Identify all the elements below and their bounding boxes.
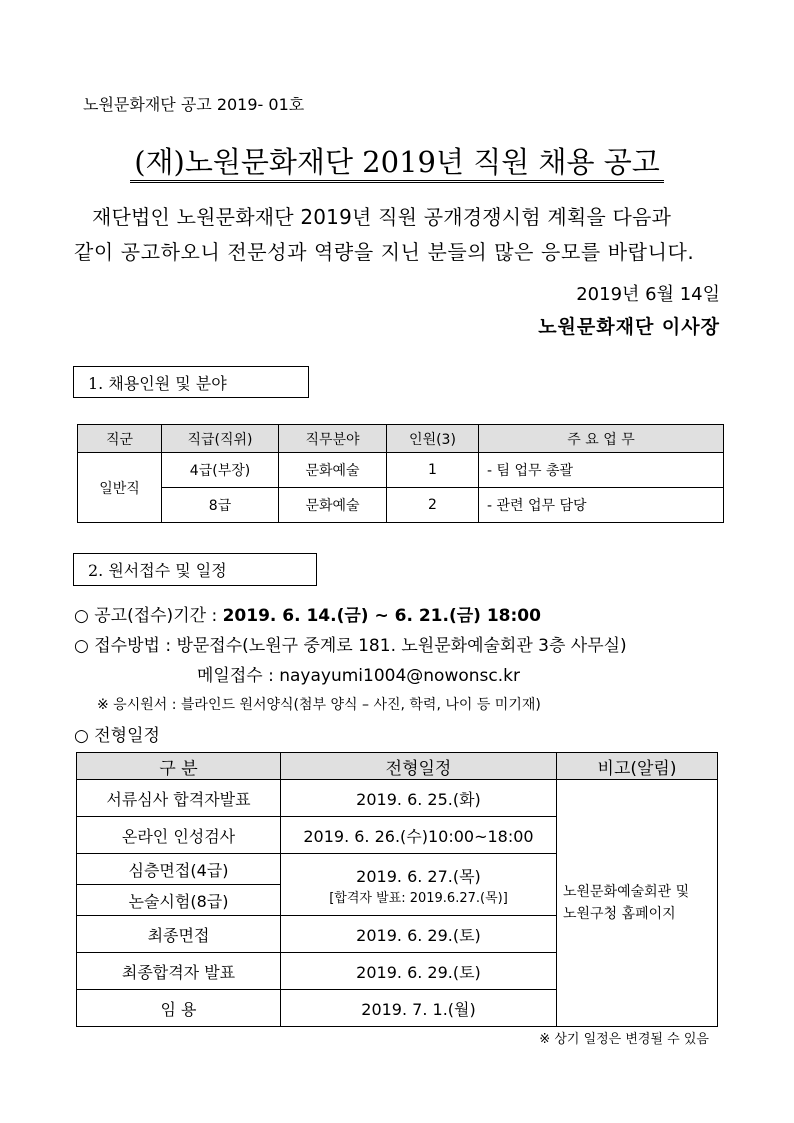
field-cell: 문화예술	[279, 453, 387, 488]
date-value: 2019. 6. 27.(목)	[356, 866, 481, 886]
header-cell: 전형일정	[281, 753, 557, 780]
header-cell: 구 분	[77, 753, 281, 780]
date-cell: 2019. 6. 29.(토)	[281, 916, 557, 953]
date-cell: 2019. 6. 25.(화)	[281, 780, 557, 817]
notice-number: 노원문화재단 공고 2019- 01호	[83, 95, 305, 114]
period-label: ○ 공고(접수)기간 :	[74, 606, 223, 626]
table-header-row	[78, 425, 724, 453]
date-cell	[281, 854, 557, 916]
stage-cell: 온라인 인성검사	[77, 817, 281, 854]
email-application: 메일접수 : nayayumi1004@nowonsc.kr	[197, 666, 520, 686]
header-cell: 직무분야	[279, 425, 387, 453]
job-group-cell: 일반직	[78, 453, 162, 523]
header-cell: 주 요 업 무	[479, 425, 724, 453]
application-method: ○ 접수방법 : 방문접수(노원구 중계로 181. 노원문화예술회관 3층 사무실)	[74, 636, 627, 656]
form-note: ※ 응시원서 : 블라인드 원서양식(첨부 양식 – 사진, 학력, 나이 등 미기재)	[97, 697, 541, 713]
duty-cell: - 팀 업무 총괄	[479, 453, 724, 488]
note-line-1: 노원문화예술회관 및	[563, 884, 690, 900]
grade-cell: 8급	[162, 488, 279, 523]
recruitment-table	[77, 424, 724, 523]
note-line-2: 노원구청 홈페이지	[563, 906, 676, 922]
table-header-row	[77, 753, 718, 780]
stage-cell: 임 용	[77, 990, 281, 1027]
date-cell: 2019. 6. 26.(수)10:00~18:00	[281, 817, 557, 854]
section-2-heading: 2. 원서접수 및 일정	[73, 553, 317, 586]
header-cell: 인원(3)	[387, 425, 479, 453]
count-cell: 2	[387, 488, 479, 523]
duty-cell: - 관련 업무 담당	[479, 488, 724, 523]
intro-line-1: 재단법인 노원문화재단 2019년 직원 공개경쟁시험 계획을 다음과	[92, 205, 672, 229]
header-cell: 비고(알림)	[557, 753, 718, 780]
table-row	[78, 488, 724, 523]
grade-cell: 4급(부장)	[162, 453, 279, 488]
schedule-label: ○ 전형일정	[74, 726, 160, 746]
date-cell: 2019. 6. 29.(토)	[281, 953, 557, 990]
result-announcement: [합격자 발표: 2019.6.27.(목)]	[329, 890, 508, 906]
intro-paragraph	[74, 200, 724, 270]
signer: 노원문화재단 이사장	[538, 316, 720, 338]
header-cell: 직군	[78, 425, 162, 453]
period-value: 2019. 6. 14.(금) ~ 6. 21.(금) 18:00	[222, 606, 541, 626]
table-row	[77, 780, 718, 817]
footnote: ※ 상기 일정은 변경될 수 있음	[539, 1032, 709, 1047]
stage-cell: 최종면접	[77, 916, 281, 953]
header-cell: 직급(직위)	[162, 425, 279, 453]
page-title: (재)노원문화재단 2019년 직원 채용 공고	[0, 140, 794, 181]
announcement-date: 2019년 6월 14일	[576, 284, 720, 305]
date-cell: 2019. 7. 1.(월)	[281, 990, 557, 1027]
schedule-table	[76, 752, 718, 1027]
count-cell: 1	[387, 453, 479, 488]
stage-cell: 최종합격자 발표	[77, 953, 281, 990]
stage-cell: 논술시험(8급)	[77, 885, 281, 916]
application-period	[74, 601, 541, 626]
section-1-heading: 1. 채용인원 및 분야	[73, 366, 309, 398]
stage-cell: 심층면접(4급)	[77, 854, 281, 885]
table-row	[78, 453, 724, 488]
stage-cell: 서류심사 합격자발표	[77, 780, 281, 817]
note-cell	[557, 780, 718, 1027]
intro-line-2: 같이 공고하오니 전문성과 역량을 지닌 분들의 많은 응모를 바랍니다.	[74, 240, 695, 264]
field-cell: 문화예술	[279, 488, 387, 523]
